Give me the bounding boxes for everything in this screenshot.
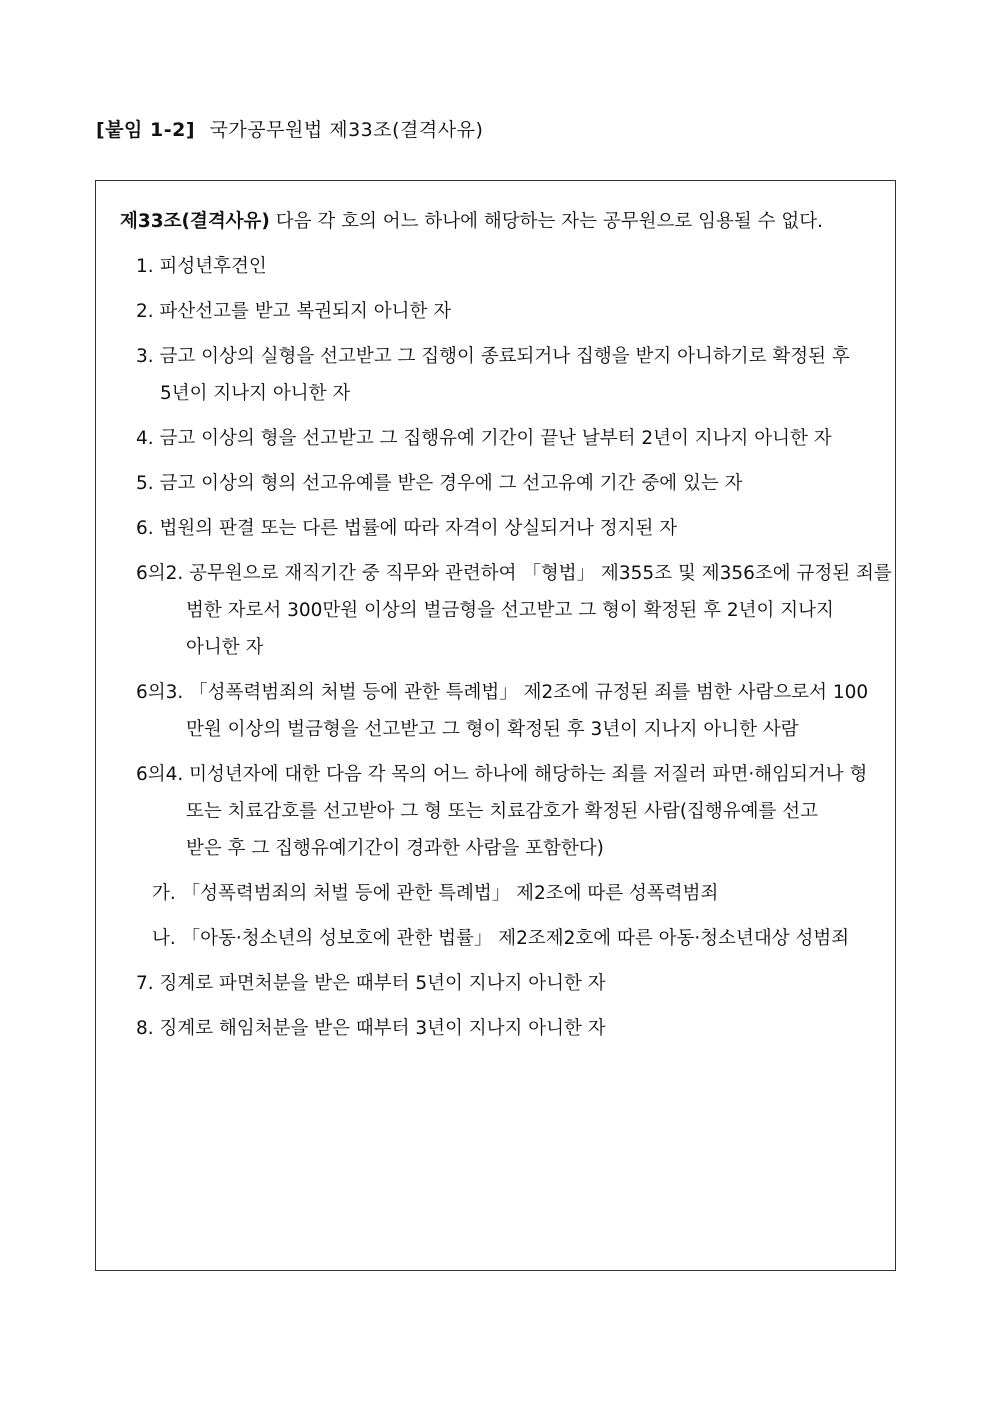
list-item-8: 8. 징계로 해임처분을 받은 때부터 3년이 지나지 아니한 자 xyxy=(136,1018,606,1039)
article-intro-text: 다음 각 호의 어느 하나에 해당하는 자는 공무원으로 임용될 수 없다. xyxy=(275,211,823,232)
list-item-6-4: 6의4. 미성년자에 대한 다음 각 목의 어느 하나에 해당하는 죄를 저질러 파면·해임되거나 형 또는 치료감호를 선고받아 그 형 또는 치료감호가 확정된 사람(집행유예를 선고 받은 후 그 집행유예기간이 경과한 사람을 포함한다) xyxy=(136,764,868,859)
list-item-6-2: 6의2. 공무원으로 재직기간 중 직무와 관련하여 「형법」 제355조 및 제356조에 규정된 죄를 범한 자로서 300만원 이상의 벌금형을 선고받고 그 형이 확정된 후 2년이 지나지 아니한 자 xyxy=(136,563,892,658)
heading-title: 국가공무원법 제33조(결격사유) xyxy=(209,119,484,141)
list-item-7: 7. 징계로 파면처분을 받은 때부터 5년이 지나지 아니한 자 xyxy=(136,973,606,994)
attachment-tag: [붙임 1-2] xyxy=(96,119,196,141)
list-item-2: 2. 파산선고를 받고 복권되지 아니한 자 xyxy=(136,301,452,322)
page-heading xyxy=(96,115,483,142)
list-item-5: 5. 금고 이상의 형의 선고유예를 받은 경우에 그 선고유예 기간 중에 있는 자 xyxy=(136,473,743,494)
article-intro xyxy=(120,203,872,240)
sub-item-ga: 가. 「성폭력범죄의 처벌 등에 관한 특례법」 제2조에 따른 성폭력범죄 xyxy=(152,883,719,904)
list-item-1: 1. 피성년후견인 xyxy=(136,256,267,277)
article-title: 제33조(결격사유) xyxy=(120,211,270,232)
list-item-3: 3. 금고 이상의 실형을 선고받고 그 집행이 종료되거나 집행을 받지 아니하기로 확정된 후 5년이 지나지 아니한 자 xyxy=(136,346,850,404)
list-item-6-3: 6의3. 「성폭력범죄의 처벌 등에 관한 특례법」 제2조에 규정된 죄를 범한 사람으로서 100 만원 이상의 벌금형을 선고받고 그 형이 확정된 후 3년이 지나지 아니한 사람 xyxy=(136,682,869,740)
sub-item-na: 나. 「아동·청소년의 성보호에 관한 법률」 제2조제2호에 따른 아동·청소년대상 성범죄 xyxy=(152,928,850,949)
list-item-4: 4. 금고 이상의 형을 선고받고 그 집행유예 기간이 끝난 날부터 2년이 지나지 아니한 자 xyxy=(136,428,832,449)
list-item-6: 6. 법원의 판결 또는 다른 법률에 따라 자격이 상실되거나 정지된 자 xyxy=(136,518,678,539)
article-content xyxy=(120,203,892,1047)
